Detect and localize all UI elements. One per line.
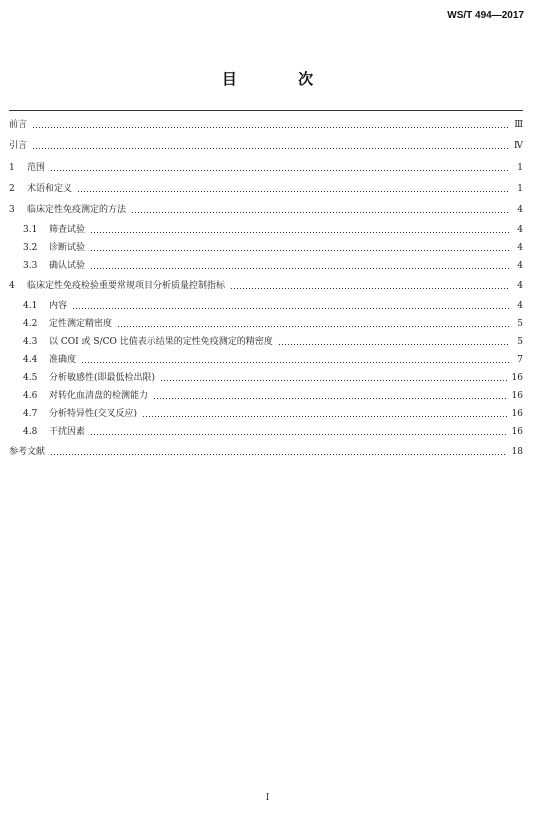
toc-label: 准确度 (49, 355, 77, 365)
toc-number: 4.2 (23, 319, 38, 329)
toc-label: 分析敏感性(即最低检出限) (49, 373, 156, 383)
toc-entry-4-3[interactable] (23, 335, 523, 349)
toc-label: 前言 (9, 120, 28, 130)
toc-label: 术语和定义 (27, 184, 73, 194)
toc-entry-1[interactable] (9, 161, 523, 175)
toc-label: 干扰因素 (49, 427, 86, 437)
toc-number: 4.5 (23, 373, 38, 383)
leader-dots (50, 454, 507, 455)
toc-entry-3-1[interactable] (23, 223, 523, 237)
toc-page: 7 (517, 355, 523, 365)
toc-entry-4-8[interactable] (23, 425, 523, 439)
toc-number: 3.1 (23, 225, 38, 235)
leader-dots (230, 288, 510, 289)
leader-dots (142, 416, 507, 417)
toc-number: 4.6 (23, 391, 38, 401)
toc-page: 4 (517, 261, 523, 271)
toc-page: 5 (517, 319, 523, 329)
toc-label: 引言 (9, 141, 28, 151)
toc-label: 临床定性免疫检验重要常规项目分析质量控制指标 (27, 281, 226, 291)
document-code: WS/T 494—2017 (447, 10, 524, 21)
toc-label: 以 COI 或 S/CO 比值表示结果的定性免疫测定的精密度 (49, 337, 273, 347)
toc-entry-4-5[interactable] (23, 371, 523, 385)
leader-dots (153, 398, 507, 399)
toc-entry-4-6[interactable] (23, 389, 523, 403)
leader-dots (81, 362, 510, 363)
toc-label: 范围 (27, 163, 46, 173)
toc-page: 4 (517, 243, 523, 253)
toc-entry-2[interactable] (9, 182, 523, 196)
leader-dots (90, 434, 507, 435)
toc-label: 对转化血清盘的检测能力 (49, 391, 149, 401)
leader-dots (90, 232, 510, 233)
toc-number: 4.1 (23, 301, 38, 311)
toc-entry-3-2[interactable] (23, 241, 523, 255)
toc-number: 2 (9, 184, 15, 194)
toc-number: 4.3 (23, 337, 38, 347)
toc-page: 18 (511, 447, 523, 457)
leader-dots (50, 170, 510, 171)
toc-entry-4-2[interactable] (23, 317, 523, 331)
toc-number: 4.4 (23, 355, 38, 365)
toc-page: 4 (517, 301, 523, 311)
toc-label: 诊断试验 (49, 243, 86, 253)
toc-number: 4.7 (23, 409, 38, 419)
toc-entry-4-4[interactable] (23, 353, 523, 367)
toc-page: 4 (517, 225, 523, 235)
toc-page: 4 (517, 205, 523, 215)
page-title: 目 次 (221, 70, 342, 88)
toc-page: 5 (517, 337, 523, 347)
leader-dots (90, 250, 510, 251)
leader-dots (278, 344, 510, 345)
leader-dots (131, 212, 510, 213)
toc-entry-3-3[interactable] (23, 259, 523, 273)
toc-page: 4 (517, 281, 523, 291)
page-number: I (265, 793, 270, 803)
title-rule (9, 110, 523, 111)
toc-label: 筛查试验 (49, 225, 86, 235)
toc-entry-4-1[interactable] (23, 299, 523, 313)
toc-entry-3[interactable] (9, 203, 523, 217)
leader-dots (72, 308, 510, 309)
leader-dots (160, 380, 507, 381)
leader-dots (90, 268, 510, 269)
leader-dots (117, 326, 510, 327)
toc-number: 3.2 (23, 243, 38, 253)
toc-number: 3 (9, 205, 15, 215)
toc-page: 1 (517, 184, 523, 194)
toc-number: 3.3 (23, 261, 38, 271)
toc-label: 临床定性免疫测定的方法 (27, 205, 127, 215)
toc-label: 内容 (49, 301, 68, 311)
toc-label: 确认试验 (49, 261, 86, 271)
toc-page: Ⅲ (514, 120, 523, 130)
toc-page: 16 (511, 427, 523, 437)
toc-entry-4-7[interactable] (23, 407, 523, 421)
toc-entry-4[interactable] (9, 279, 523, 293)
toc-page: 16 (511, 373, 523, 383)
leader-dots (32, 127, 509, 128)
toc-label: 定性测定精密度 (49, 319, 113, 329)
leader-dots (32, 148, 509, 149)
toc-number: 4.8 (23, 427, 38, 437)
toc-number: 1 (9, 163, 15, 173)
toc-page: Ⅳ (514, 141, 523, 151)
toc-label: 分析特异性(交叉反应) (49, 409, 138, 419)
toc-number: 4 (9, 281, 15, 291)
toc-label: 参考文献 (9, 447, 46, 457)
toc-page: 16 (511, 409, 523, 419)
toc-entry-references[interactable] (9, 445, 523, 459)
leader-dots (77, 191, 510, 192)
toc-page: 1 (517, 163, 523, 173)
toc-entry-foreword[interactable] (9, 118, 523, 132)
toc-entry-introduction[interactable] (9, 139, 523, 153)
toc-page: 16 (511, 391, 523, 401)
